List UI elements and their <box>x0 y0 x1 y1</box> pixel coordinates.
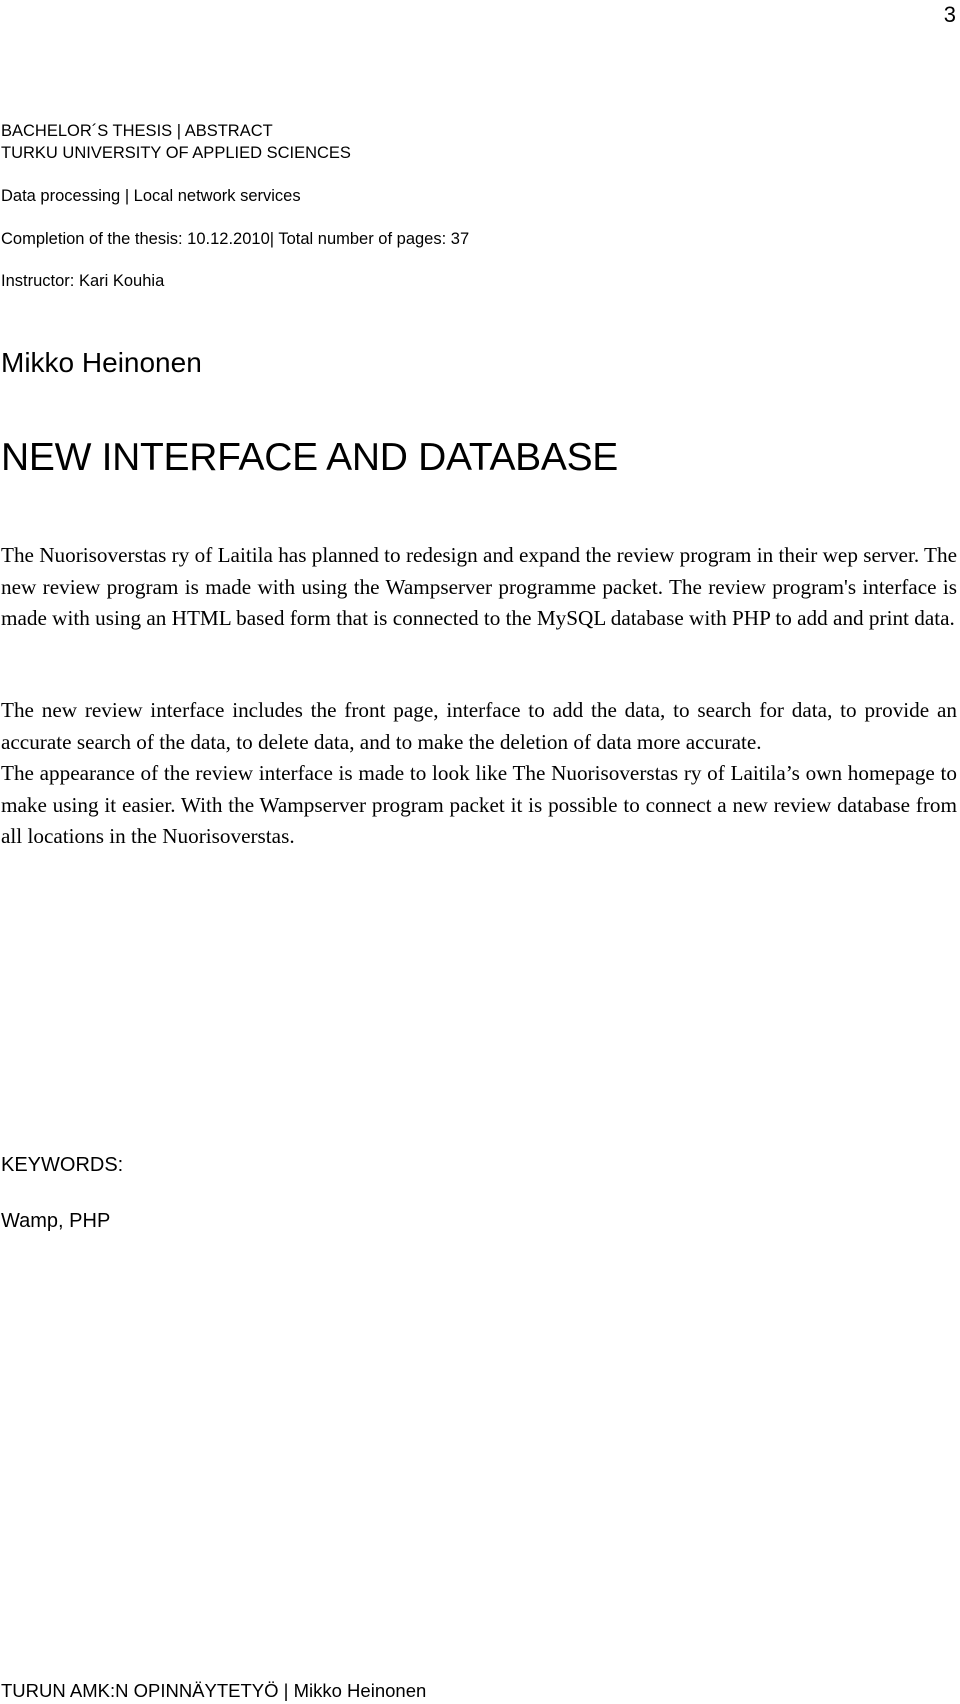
degree-program: Data processing | Local network services <box>1 187 301 205</box>
abstract-paragraph: The new review interface includes the front page, interface to add the data, to search for data, to provide an accurate search of the data, to delete data, and to make the deletion of data more accurate. <box>1 698 957 754</box>
instructor-info: Instructor: Kari Kouhia <box>1 272 165 290</box>
keywords-label: KEYWORDS: <box>1 1154 124 1176</box>
author-name: Mikko Heinonen <box>1 347 202 378</box>
page-number: 3 <box>943 2 956 27</box>
abstract-paragraph: The appearance of the review interface is made to look like The Nuorisoverstas ry of Laitila’s own homepage to make using it easier. With the Wampserver program packet it is possible to connect a new review database from all locations in the Nuorisoverstas. <box>1 761 957 848</box>
university-name: TURKU UNIVERSITY OF APPLIED SCIENCES <box>1 144 351 162</box>
completion-info: Completion of the thesis: 10.12.2010| Total number of pages: 37 <box>1 230 470 248</box>
keywords-value: Wamp, PHP <box>1 1210 111 1232</box>
thesis-type-heading: BACHELOR´S THESIS | ABSTRACT <box>1 122 273 140</box>
abstract-paragraph: The Nuorisoverstas ry of Laitila has planned to redesign and expand the review program in their wep server. The new review program is made with using the Wampserver programme packet. The review program's interface is made with using an HTML based form that is connected to the MySQL database with PHP to add and print data. <box>1 543 957 630</box>
thesis-title: NEW INTERFACE AND DATABASE <box>1 436 619 479</box>
page-footer: TURUN AMK:N OPINNÄYTETYÖ | Mikko Heinonen <box>1 1680 427 1701</box>
abstract-body <box>1 695 957 853</box>
